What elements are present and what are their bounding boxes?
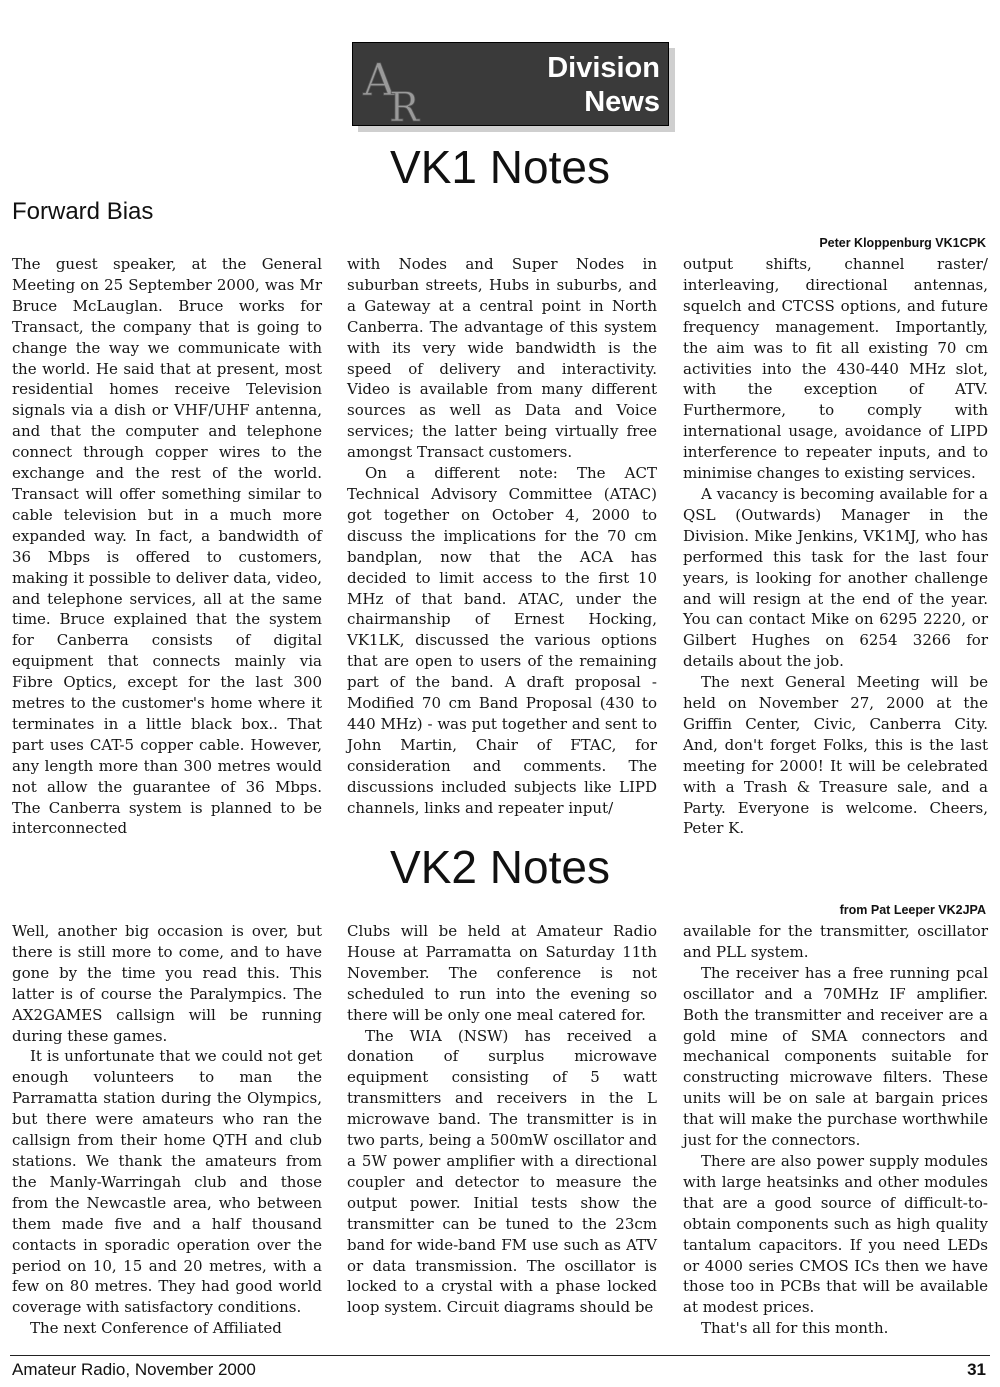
vk2-column-2 bbox=[347, 921, 657, 1318]
paragraph: The next Conference of Affiliated bbox=[30, 1319, 282, 1338]
vk2-byline: from Pat Leeper VK2JPA bbox=[839, 903, 986, 917]
vk2-column-3 bbox=[683, 921, 988, 1339]
division-news-banner bbox=[352, 42, 669, 126]
paragraph: There are also power supply modules with large heatsinks and other modules that are a good source of difficult-to-obtain components such as high quality tantalum capacitors. If you need LEDs or 4000 series CMOS ICs then we have those too in PCBs that will be available at modest prices. bbox=[683, 1151, 988, 1317]
vk1-column-1 bbox=[12, 254, 322, 839]
vk1-byline: Peter Kloppenburg VK1CPK bbox=[819, 236, 986, 250]
page-number: 31 bbox=[967, 1360, 986, 1379]
paragraph: A vacancy is becoming available for a QSL (Outwards) Manager in the Division. Mike Jenkins, VK1MJ, who has performed this task for the last four years, is looking for another challenge and will resign at the end of the year. You can contact Mike on 6295 2220, or Gilbert Hughes on 6254 3266 for details about the job. bbox=[683, 484, 988, 671]
paragraph: Clubs will be held at Amateur Radio House at Parramatta on Saturday 11th November. The conference is not scheduled to run into the evening so there will be only one meal catered for. bbox=[347, 922, 657, 1024]
paragraph: That's all for this month. bbox=[701, 1319, 889, 1338]
vk1-subheading: Forward Bias bbox=[12, 198, 154, 225]
paragraph: The guest speaker, at the General Meeting on 25 September 2000, was Mr Bruce McLauglan. Bruce works for Transact, the company that is going to change the way we communicate with the world. He said that at present, most residential homes receive Television signals via a dish or VHF/UHF antenna, and that the computer and telephone connect through copper wires to the exchange and the rest of the world. Transact will offer something similar to cable television but in a much more expanded way. In fact, a bandwidth of 36 Mbps is offered to customers, making it possible to deliver data, video, and telephone services, all at the same time. Bruce explained that the system for Canberra consists of digital equipment that connects mainly via Fibre Optics, except for the last 300 metres to the customer's home where it terminates in a little black box.. That part uses CAT-5 copper cable. However, any length more than 300 metres would not allow the guarantee of 36 Mbps. The Canberra system is planned to be interconnected bbox=[12, 255, 322, 838]
svg-text:R: R bbox=[389, 85, 420, 125]
footer-publication: Amateur Radio, November 2000 bbox=[12, 1360, 256, 1379]
banner-title bbox=[547, 51, 660, 119]
banner-line-2: News bbox=[584, 86, 660, 118]
vk2-column-1 bbox=[12, 921, 322, 1339]
vk1-column-3 bbox=[683, 254, 988, 839]
paragraph: with Nodes and Super Nodes in suburban streets, Hubs in suburbs, and a Gateway at a central point in North Canberra. The advantage of this system with its very wide bandwidth is the speed of delivery and interactivity. Video is available from many different sources as well as Data and Voice services; the latter being virtually free amongst Transact customers. bbox=[347, 255, 657, 462]
svg-text:A: A bbox=[363, 55, 395, 106]
paragraph: It is unfortunate that we could not get enough volunteers to man the Parramatta station during the Olympics, but there were amateurs who ran the callsign from their home QTH and club stations. We thank the amateurs from the Manly-Warringah club and those from the Newcastle area, who between them made five and a half thousand contacts in sporadic operation over the period on 10, 15 and 20 metres, with a few on 80 metres. They had good world coverage with satisfactory conditions. bbox=[12, 1047, 322, 1317]
paragraph: The next General Meeting will be held on November 27, 2000 at the Griffin Center, Civic, Canberra City. And, don't forget Folks, this is the last meeting for 2000! It will be celebrated with a Trash & Treasure sale, and a Party. Everyone is welcome. Cheers, Peter K. bbox=[683, 673, 988, 838]
paragraph: available for the transmitter, oscillator and PLL system. bbox=[683, 922, 988, 961]
vk1-title: VK1 Notes bbox=[390, 141, 610, 193]
paragraph: Well, another big occasion is over, but there is still more to come, and to have gone by the time you read this. This latter is of course the Paralympics. The AX2GAMES callsign will be running during these games. bbox=[12, 922, 322, 1045]
vk1-column-2 bbox=[347, 254, 657, 818]
vk2-title: VK2 Notes bbox=[390, 841, 610, 893]
paragraph: The receiver has a free running pcal oscillator and a 70MHz IF amplifier. Both the transmitter and receiver are a gold mine of SMA connectors and mechanical components suitable for constructing microwave filters. These units will be on sale at bargain prices that will make the purchase worthwhile just for the connectors. bbox=[683, 963, 988, 1150]
footer-divider bbox=[10, 1355, 990, 1356]
banner-line-1: Division bbox=[547, 52, 660, 84]
paragraph: On a different note: The ACT Technical Advisory Committee (ATAC) got together on October 4, 2000 to discuss the implications for the 70 cm bandplan, now that the ACA has decided to limit access to the first 10 MHz of that band. ATAC, under the chairmanship of Ernest Hocking, VK1LK, discussed the various options that are open to users of the remaining part of the band. A draft proposal - Modified 70 cm Band Proposal (430 to 440 MHz) - was put together and sent to John Martin, Chair of FTAC, for consideration and comments. The discussions included subjects like LIPD channels, links and repeater input/ bbox=[347, 464, 657, 817]
paragraph: output shifts, channel raster/ interleaving, directional antennas, squelch and CTCSS options, and future frequency management. Importantly, the aim was to fit all existing 70 cm activities into the 430-440 MHz slot, with the exception of ATV. Furthermore, to comply with international usage, avoidance of LIPD interference to repeater inputs, and to minimise changes to existing services. bbox=[683, 255, 988, 483]
ar-logo-icon bbox=[359, 47, 429, 125]
paragraph: The WIA (NSW) has received a donation of surplus microwave equipment consisting of 5 watt transmitters and receivers in the L microwave band. The transmitter is in two parts, being a 500mW oscillator and a 5W power amplifier with a directional coupler and detector to measure the output power. Initial tests show the transmitter can be tuned to the 23cm band for wide-band FM use such as ATV or data transmission. The oscillator is locked to a crystal with a phase locked loop system. Circuit diagrams should be bbox=[347, 1026, 657, 1317]
